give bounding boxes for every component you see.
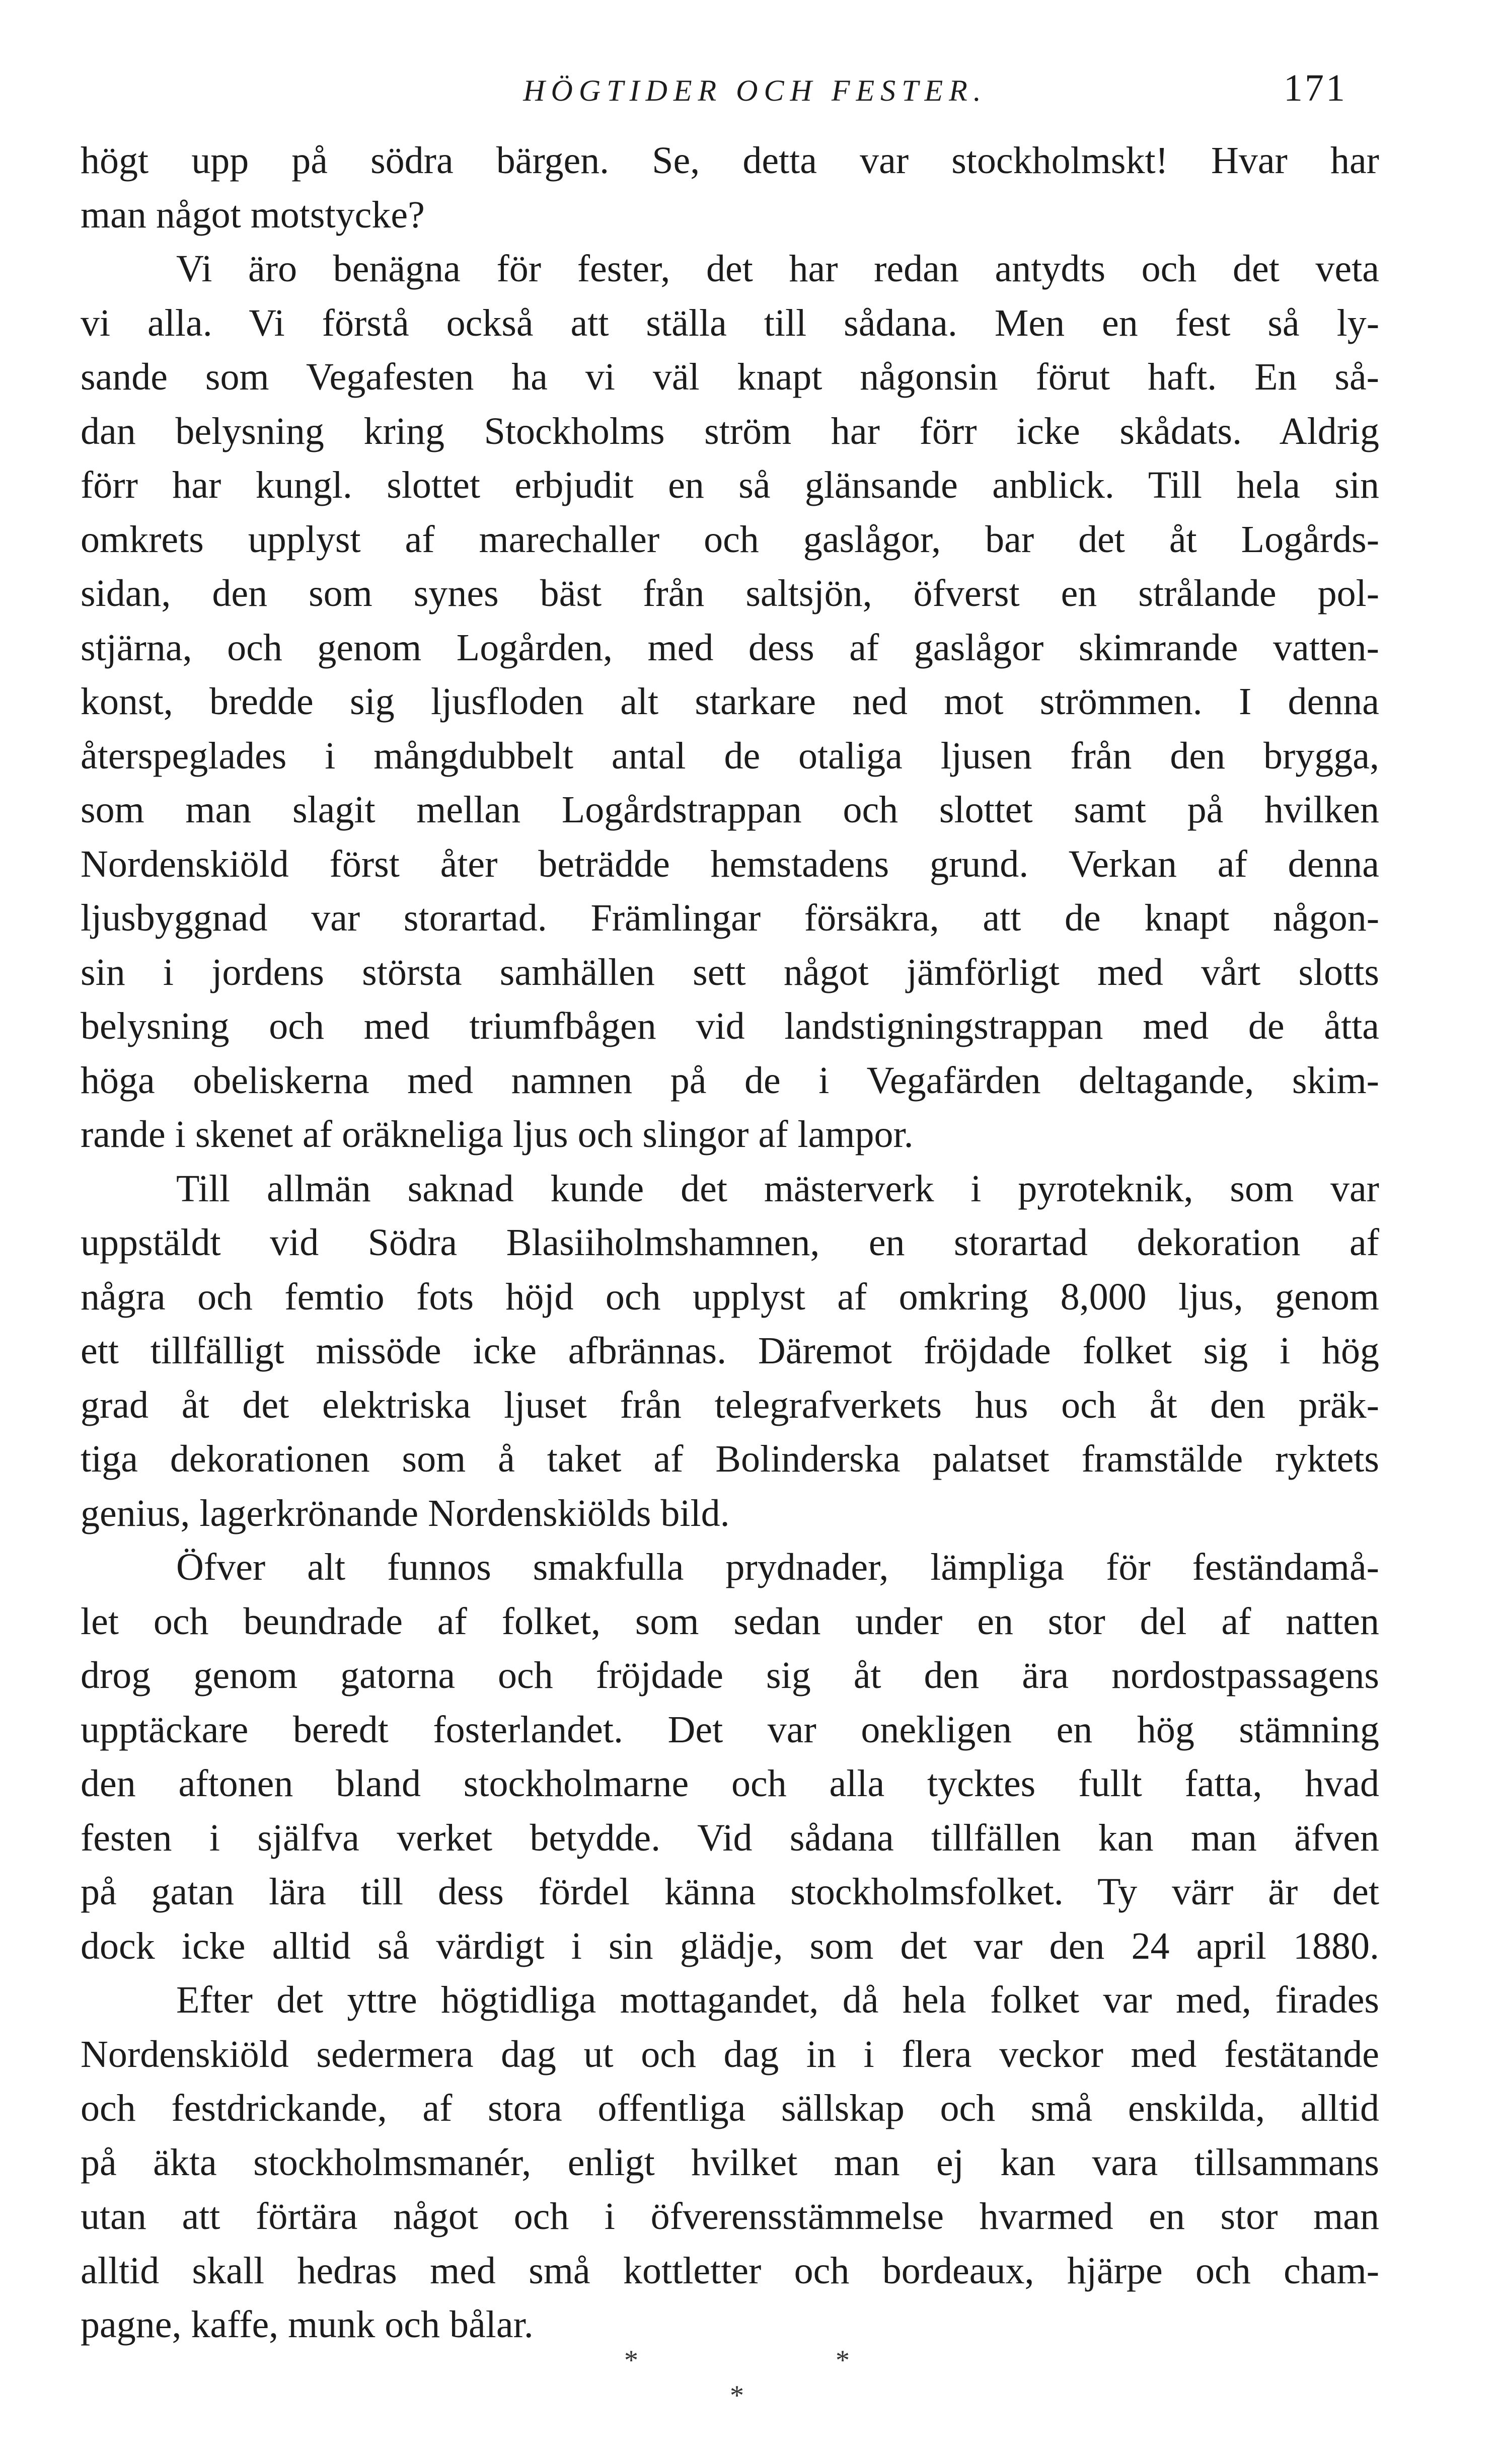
text-line: stjärna, och genom Logården, med dess af gaslågor skimrande vatten- [81, 626, 1379, 669]
text-line: den aftonen bland stockholmarne och alla tycktes fullt fatta, hvad [81, 1762, 1379, 1805]
text-line: sande som Vegafesten ha vi väl knapt någonsin förut haft. En så- [81, 356, 1379, 398]
text-line: några och femtio fots höjd och upplyst af omkring 8,000 ljus, genom [81, 1275, 1379, 1318]
body-text [81, 134, 1379, 2352]
text-line: högt upp på södra bärgen. Se, detta var stockholmskt! Hvar har [81, 139, 1379, 182]
text-line: belysning och med triumfbågen vid landstigningstrappan med de åtta [81, 1005, 1379, 1047]
page-number: 171 [1284, 67, 1347, 109]
text-line: Nordenskiöld först åter beträdde hemstadens grund. Verkan af denna [81, 842, 1379, 885]
text-line: utan att förtära något och i öfverensstämmelse hvarmed en stor man [81, 2195, 1379, 2238]
text-line: sidan, den som synes bäst från saltsjön, öfverst en strålande pol- [81, 572, 1379, 614]
text-line: upptäckare beredt fosterlandet. Det var onekligen en hög stämning [81, 1708, 1379, 1751]
text-line: ljusbyggnad var storartad. Främlingar försäkra, att de knapt någon- [81, 897, 1379, 939]
text-line: konst, bredde sig ljusfloden alt starkare ned mot strömmen. I denna [81, 680, 1379, 723]
text-line: Vi äro benägna för fester, det har redan antydts och det veta [176, 248, 1379, 290]
text-line: Öfver alt funnos smakfulla prydnader, lämpliga för feständamå- [176, 1546, 1379, 1588]
text-line: som man slagit mellan Logårdstrappan och slottet samt på hvilken [81, 789, 1379, 831]
section-ornament-star: * [730, 2380, 744, 2411]
text-line: Efter det yttre högtidliga mottagandet, då hela folket var med, firades [176, 1979, 1379, 2021]
text-line: rande i skenet af oräkneliga ljus och slingor af lampor. [81, 1113, 914, 1156]
text-line: festen i själfva verket betydde. Vid sådana tillfällen kan man äfven [81, 1816, 1379, 1859]
text-line: omkrets upplyst af marechaller och gaslågor, bar det åt Logårds- [81, 518, 1379, 561]
text-line: Till allmän saknad kunde det mästerverk i pyroteknik, som var [176, 1167, 1379, 1210]
text-line: genius, lagerkrönande Nordenskiölds bild. [81, 1492, 730, 1534]
text-line: på äkta stockholmsmanér, enligt hvilket man ej kan vara tillsammans [81, 2141, 1379, 2184]
text-line: dan belysning kring Stockholms ström har förr icke skådats. Aldrig [81, 410, 1379, 452]
text-line: återspeglades i mångdubbelt antal de otaliga ljusen från den brygga, [81, 734, 1379, 777]
text-line: ett tillfälligt missöde icke afbrännas. Däremot fröjdade folket sig i hög [81, 1330, 1379, 1372]
text-line: höga obeliskerna med namnen på de i Vegafärden deltagande, skim- [81, 1059, 1379, 1102]
section-ornament-star: * [836, 2345, 850, 2376]
text-line: och festdrickande, af stora offentliga sällskap och små enskilda, alltid [81, 2087, 1379, 2129]
text-line: pagne, kaffe, munk och bålar. [81, 2303, 534, 2346]
text-line: på gatan lära till dess fördel känna stockholmsfolket. Ty värr är det [81, 1871, 1379, 1913]
text-line: man något motstycke? [81, 193, 425, 236]
text-line: drog genom gatorna och fröjdade sig åt den ära nordostpassagens [81, 1654, 1379, 1697]
running-title: HÖGTIDER OCH FESTER. [523, 74, 987, 107]
section-ornament-star: * [624, 2345, 638, 2376]
text-line: tiga dekorationen som å taket af Bolinderska palatset framstälde ryktets [81, 1438, 1379, 1480]
text-line: let och beundrade af folket, som sedan under en stor del af natten [81, 1600, 1379, 1643]
text-line: förr har kungl. slottet erbjudit en så glänsande anblick. Till hela sin [81, 464, 1379, 506]
text-line: uppstäldt vid Södra Blasiiholmshamnen, en storartad dekoration af [81, 1221, 1379, 1264]
text-line: dock icke alltid så värdigt i sin glädje, som det var den 24 april 1880. [81, 1924, 1379, 1967]
text-line: vi alla. Vi förstå också att ställa till sådana. Men en fest så ly- [81, 301, 1379, 344]
text-line: grad åt det elektriska ljuset från telegrafverkets hus och åt den präk- [81, 1383, 1379, 1426]
text-line: Nordenskiöld sedermera dag ut och dag in i flera veckor med festätande [81, 2033, 1379, 2075]
text-line: sin i jordens största samhällen sett något jämförligt med vårt slotts [81, 951, 1379, 993]
text-line: alltid skall hedras med små kottletter och bordeaux, hjärpe och cham- [81, 2249, 1379, 2292]
